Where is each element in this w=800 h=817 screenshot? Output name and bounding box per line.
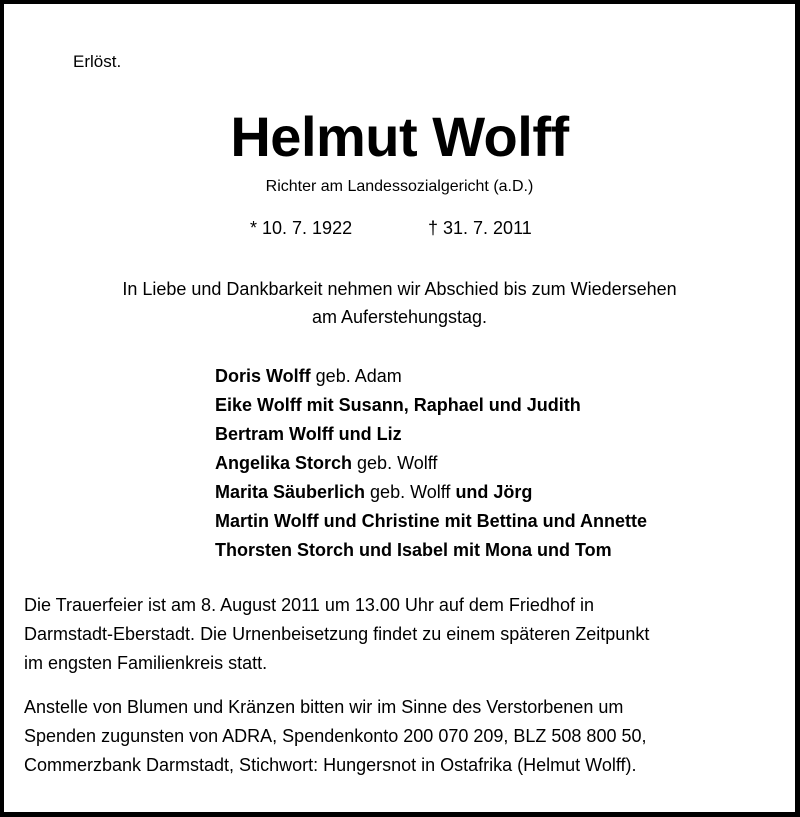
mourner-note: geb. Wolff xyxy=(365,482,456,502)
mourner-name: Marita Säuberlich xyxy=(215,482,366,502)
mourner-name: Doris Wolff xyxy=(215,366,311,386)
mourner-name: Martin Wolff und Christine mit Bettina und Annette xyxy=(215,511,647,531)
mourner-name: Bertram Wolff und Liz xyxy=(215,424,402,444)
death-date: † 31. 7. 2011 xyxy=(428,218,532,238)
mourner-line xyxy=(215,449,647,478)
ceremony-line: Die Trauerfeier ist am 8. August 2011 um 13.00 Uhr auf dem Friedhof in xyxy=(24,595,594,615)
mourner-note: geb. Wolff xyxy=(352,453,438,473)
birth-date: * 10. 7. 1922 xyxy=(250,218,353,238)
donation-line: Anstelle von Blumen und Kränzen bitten wir im Sinne des Verstorbenen um xyxy=(24,697,624,717)
mourner-line xyxy=(215,507,647,536)
occupation: Richter am Landessozialgericht (a.D.) xyxy=(265,178,534,195)
obituary-notice xyxy=(4,4,795,812)
mourner-partner: und Jörg xyxy=(455,482,533,502)
opening-word: Erlöst. xyxy=(73,52,122,71)
donation-line: Commerzbank Darmstadt, Stichwort: Hungersnot in Ostafrika (Helmut Wolff). xyxy=(24,755,637,775)
deceased-name: Helmut Wolff xyxy=(230,105,569,168)
ceremony-line: im engsten Familienkreis statt. xyxy=(24,653,268,673)
motto-line: am Auferstehungstag. xyxy=(311,307,488,327)
mourner-line xyxy=(215,478,647,507)
mourner-name: Angelika Storch xyxy=(215,453,353,473)
ceremony-info xyxy=(24,591,649,678)
mourner-name: Thorsten Storch und Isabel mit Mona und Tom xyxy=(215,540,612,560)
ceremony-line: Darmstadt-Eberstadt. Die Urnenbeisetzung findet zu einem späteren Zeitpunkt xyxy=(24,624,650,644)
farewell-motto xyxy=(4,275,795,331)
mourner-line xyxy=(215,391,647,420)
motto-line: In Liebe und Dankbarkeit nehmen wir Abschied bis zum Wiedersehen xyxy=(122,279,677,299)
mourner-note: geb. Adam xyxy=(310,366,402,386)
donation-info xyxy=(24,693,647,780)
mourner-line xyxy=(215,420,647,449)
mourner-line xyxy=(215,536,647,565)
donation-line: Spenden zugunsten von ADRA, Spendenkonto 200 070 209, BLZ 508 800 50, xyxy=(24,726,647,746)
mourner-line xyxy=(215,362,647,391)
mourners-list xyxy=(215,362,647,565)
mourner-name: Eike Wolff mit Susann, Raphael und Judith xyxy=(215,395,581,415)
